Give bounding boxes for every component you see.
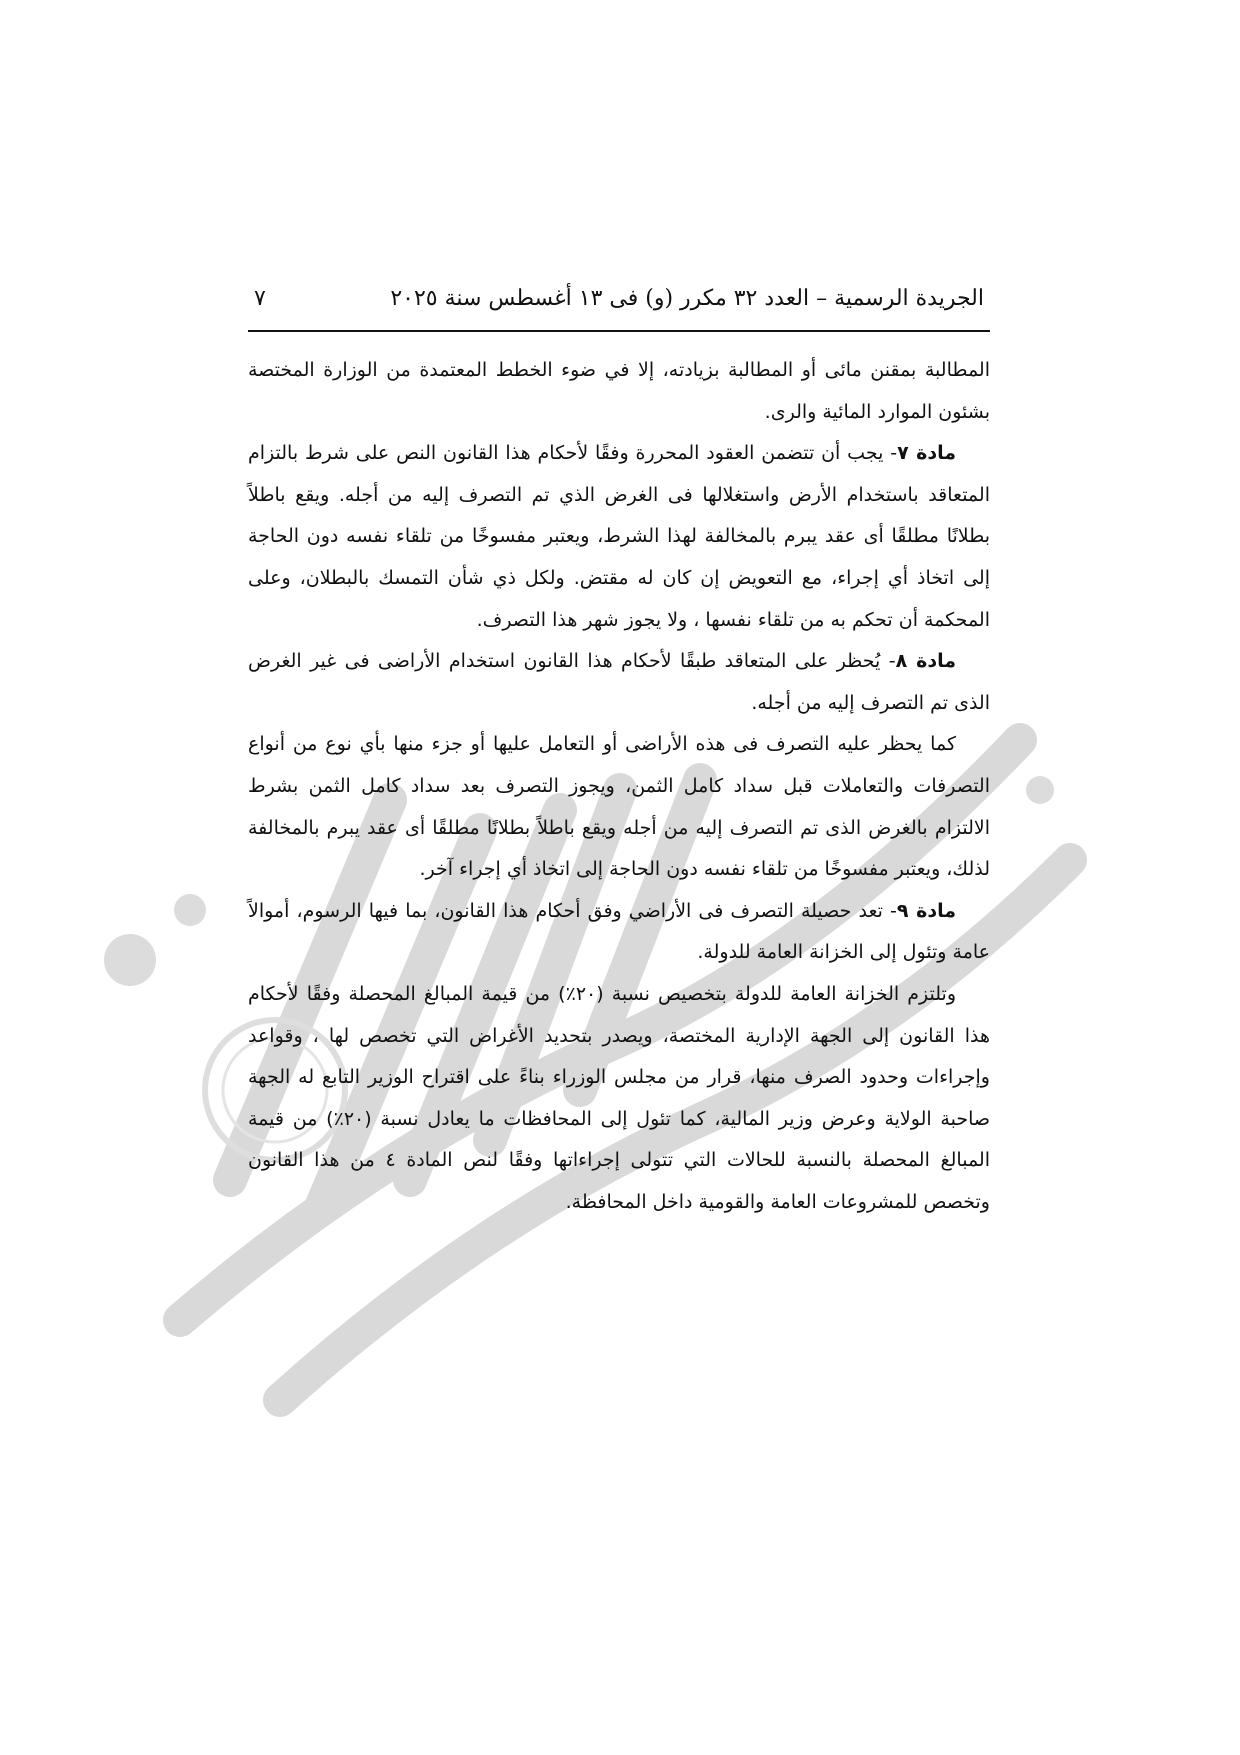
article-8-paragraph-2 [248,724,990,890]
article-8 [248,641,990,724]
article-9-paragraph-2 [248,974,990,1224]
paragraph-continuation [248,350,990,433]
article-8-text: - يُحظر على المتعاقد طبقًا لأحكام هذا القانون استخدام الأراضى فى غير الغرض الذى تم التصرف إليه من أجله. [248,650,990,714]
page-number: ٧ [254,286,266,311]
document-body [248,350,990,1223]
article-7 [248,433,990,641]
article-8-label: مادة ٨ [895,650,956,673]
article-9-text: - تعد حصيلة التصرف فى الأراضي وفق أحكام هذا القانون، بما فيها الرسوم، أموالاً عامة وتئول إلى الخزانة العامة للدولة. [248,899,990,964]
article-7-text: - يجب أن تتضمن العقود المحررة وفقًا لأحكام هذا القانون النص على شرط بالتزام المتعاقد باستخدام الأرض واستغلالها فى الغرض الذي تم التصرف إليه من أجله. ويقع باطلاً بطلانًا مطلقًا أى عقد يبرم بالمخالفة لهذا الشرط، ويعتبر مفسوخًا من تلقاء نفسه دون الحاجة إلى اتخاذ أي إجراء، مع التعويض إن كان له مقتض. ولكل ذي شأن التمسك بالبطلان، وعلى المحكمة أن تحكم به من تلقاء نفسها ، ولا يجوز شهر هذا التصرف. [248,442,990,631]
gazette-header-title: الجريدة الرسمية – العدد ٣٢ مكرر (و) فى ١٣ أغسطس سنة ٢٠٢٥ [390,286,984,311]
article-9-label: مادة ٩ [896,899,956,922]
article-7-label: مادة ٧ [897,442,956,465]
article-9 [248,891,990,974]
page-header [248,282,990,332]
paragraph-text: وتلتزم الخزانة العامة للدولة بتخصيص نسبة (٢٠٪) من قيمة المبالغ المحصلة وفقًا لأحكام هذا القانون إلى الجهة الإدارية المختصة، ويصدر بتحديد الأغراض التي تخصص لها ، وقواعد وإجراءات وحدود الصرف منها، قرار من مجلس الوزراء بناءً على اقتراح الوزير التابع له الجهة صاحبة الولاية وعرض وزير المالية، كما تئول إلى المحافظات ما يعادل نسبة (٢٠٪) من قيمة المبالغ المحصلة بالنسبة للحالات التي تتولى إجراءاتها وفقًا لنص المادة ٤ من هذا القانون وتخصص للمشروعات العامة والقومية داخل المحافظة. [248,982,991,1213]
paragraph-text: كما يحظر عليه التصرف فى هذه الأراضى أو التعامل عليها أو جزء منها بأي نوع من أنواع التصرفات والتعاملات قبل سداد كامل الثمن، ويجوز التصرف بعد سداد كامل الثمن بشرط الالتزام بالغرض الذى تم التصرف إليه من أجله ويقع باطلاً بطلانًا مطلقًا أى عقد يبرم بالمخالفة لذلك، ويعتبر مفسوخًا من تلقاء نفسه دون الحاجة إلى اتخاذ أي إجراء آخر. [248,733,990,881]
paragraph-text: المطالبة بمقنن مائى أو المطالبة بزيادته، إلا في ضوء الخطط المعتمدة من الوزارة المختصة بشئون الموارد المائية والرى. [248,359,990,423]
